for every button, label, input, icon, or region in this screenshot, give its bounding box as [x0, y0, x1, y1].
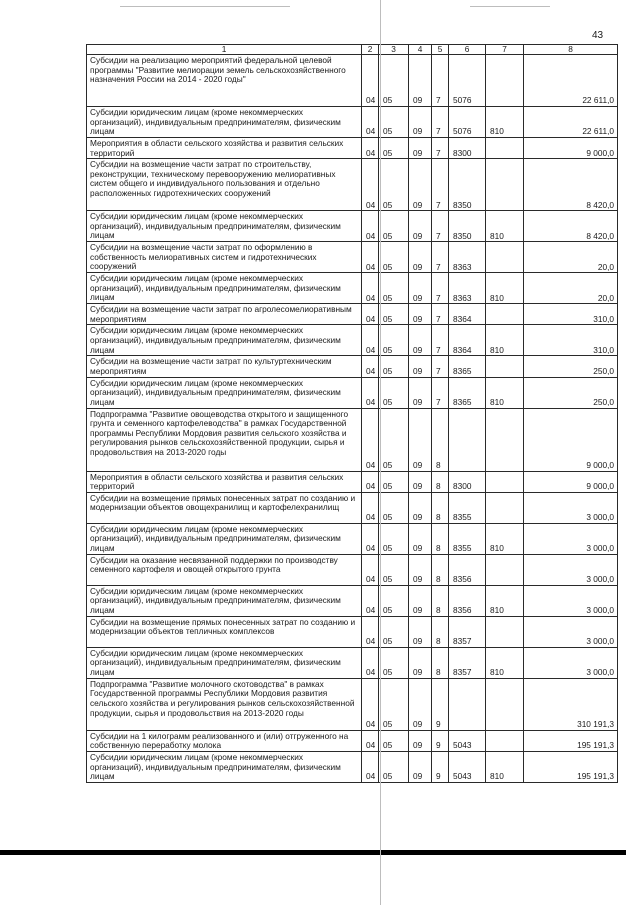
item-name-cell: Подпрограмма "Развитие молочного скотоводства" в рамках Государственной программы Республики Мордовия развития сельского хозяйства и регулирования рынков сельскохозяйственной продукции, сырья и продовольствия на 2013-2020 годы	[87, 678, 362, 730]
item-name-cell: Субсидии юридическим лицам (кроме некоммерческих организаций), индивидуальным предпринимателям, физическим лицам	[87, 377, 362, 408]
code-subprogram-cell: 8	[432, 585, 449, 616]
code-section-cell: 05	[379, 408, 409, 471]
code-subprogram-cell: 8	[432, 471, 449, 492]
col-header-2: 2	[362, 45, 379, 55]
code-subsection-cell: 09	[409, 678, 432, 730]
code-subprogram-cell: 8	[432, 616, 449, 647]
item-name-cell: Субсидии юридическим лицам (кроме некоммерческих организаций), индивидуальным предпринимателям, физическим лицам	[87, 273, 362, 304]
table-row	[87, 678, 618, 730]
table-row	[87, 408, 618, 471]
code-expense-type-cell: 810	[486, 107, 524, 138]
code-min-cell: 04	[362, 273, 379, 304]
code-subsection-cell: 09	[409, 377, 432, 408]
code-section-cell: 05	[379, 554, 409, 585]
code-subsection-cell: 09	[409, 730, 432, 751]
item-name-cell: Подпрограмма "Развитие овощеводства открытого и защищенного грунта и семенного картофелеводства" в рамках Государственной программы Республики Мордовия развития сельского хозяйства и регулирования рынков сельскохозяйственной продукции, сырья и продовольствия на 2013-2020 годы	[87, 408, 362, 471]
table-row	[87, 211, 618, 242]
code-target-item-cell: 8356	[449, 585, 486, 616]
code-target-item-cell: 8364	[449, 325, 486, 356]
code-section-cell: 05	[379, 356, 409, 377]
table-row	[87, 55, 618, 107]
code-subprogram-cell: 8	[432, 408, 449, 471]
item-name-cell: Субсидии юридическим лицам (кроме некоммерческих организаций), индивидуальным предпринимателям, физическим лицам	[87, 211, 362, 242]
item-name-cell: Субсидии на оказание несвязанной поддержки по производству семенного картофеля и овощей открытого грунта	[87, 554, 362, 585]
table-row	[87, 730, 618, 751]
code-subsection-cell: 09	[409, 242, 432, 273]
item-name-cell: Субсидии на возмещение части затрат по агролесомелиоративным мероприятиям	[87, 304, 362, 325]
item-name-cell: Субсидии на возмещение прямых понесенных затрат по созданию и модернизации объектов овощехранилищ и картофелехранилищ	[87, 492, 362, 523]
item-name-cell: Мероприятия в области сельского хозяйства и развития сельских территорий	[87, 138, 362, 159]
code-section-cell: 05	[379, 647, 409, 678]
code-subsection-cell: 09	[409, 325, 432, 356]
table-row	[87, 304, 618, 325]
amount-cell: 22 611,0	[524, 107, 618, 138]
item-name-cell: Субсидии юридическим лицам (кроме некоммерческих организаций), индивидуальным предпринимателям, физическим лицам	[87, 751, 362, 782]
code-expense-type-cell	[486, 492, 524, 523]
item-name-cell: Субсидии на возмещение прямых понесенных затрат по созданию и модернизации объектов тепличных комплексов	[87, 616, 362, 647]
code-min-cell: 04	[362, 304, 379, 325]
code-expense-type-cell: 810	[486, 377, 524, 408]
code-target-item-cell: 8356	[449, 554, 486, 585]
code-expense-type-cell	[486, 304, 524, 325]
code-min-cell: 04	[362, 211, 379, 242]
code-min-cell: 04	[362, 751, 379, 782]
code-subprogram-cell: 9	[432, 751, 449, 782]
code-target-item-cell	[449, 408, 486, 471]
code-target-item-cell: 8300	[449, 138, 486, 159]
code-expense-type-cell	[486, 678, 524, 730]
code-subprogram-cell: 7	[432, 107, 449, 138]
code-subprogram-cell: 7	[432, 304, 449, 325]
item-name-cell: Субсидии юридическим лицам (кроме некоммерческих организаций), индивидуальным предпринимателям, физическим лицам	[87, 523, 362, 554]
item-name-cell: Мероприятия в области сельского хозяйства и развития сельских территорий	[87, 471, 362, 492]
item-name-cell: Субсидии юридическим лицам (кроме некоммерческих организаций), индивидуальным предпринимателям, физическим лицам	[87, 647, 362, 678]
code-target-item-cell: 8357	[449, 616, 486, 647]
item-name-cell: Субсидии юридическим лицам (кроме некоммерческих организаций), индивидуальным предпринимателям, физическим лицам	[87, 585, 362, 616]
code-target-item-cell: 5043	[449, 751, 486, 782]
amount-cell: 195 191,3	[524, 751, 618, 782]
amount-cell: 9 000,0	[524, 408, 618, 471]
code-section-cell: 05	[379, 678, 409, 730]
code-expense-type-cell: 810	[486, 273, 524, 304]
code-min-cell: 04	[362, 325, 379, 356]
code-min-cell: 04	[362, 585, 379, 616]
code-subprogram-cell: 8	[432, 492, 449, 523]
code-expense-type-cell	[486, 616, 524, 647]
code-target-item-cell: 8364	[449, 304, 486, 325]
code-target-item-cell: 8355	[449, 492, 486, 523]
code-subsection-cell: 09	[409, 751, 432, 782]
code-min-cell: 04	[362, 138, 379, 159]
code-expense-type-cell	[486, 356, 524, 377]
code-subprogram-cell: 7	[432, 242, 449, 273]
table-row	[87, 647, 618, 678]
amount-cell: 310,0	[524, 325, 618, 356]
amount-cell: 310,0	[524, 304, 618, 325]
code-subsection-cell: 09	[409, 211, 432, 242]
code-subsection-cell: 09	[409, 471, 432, 492]
col-header-8: 8	[524, 45, 618, 55]
code-subsection-cell: 09	[409, 523, 432, 554]
amount-cell: 195 191,3	[524, 730, 618, 751]
code-subprogram-cell: 7	[432, 356, 449, 377]
code-target-item-cell: 8365	[449, 356, 486, 377]
code-subsection-cell: 09	[409, 304, 432, 325]
code-min-cell: 04	[362, 523, 379, 554]
amount-cell: 8 420,0	[524, 211, 618, 242]
item-name-cell: Субсидии на возмещение части затрат по оформлению в собственность мелиоративных систем и гидротехнических сооружений	[87, 242, 362, 273]
code-section-cell: 05	[379, 585, 409, 616]
table-row	[87, 585, 618, 616]
code-expense-type-cell	[486, 471, 524, 492]
code-expense-type-cell	[486, 159, 524, 211]
code-section-cell: 05	[379, 304, 409, 325]
code-subsection-cell: 09	[409, 55, 432, 107]
col-header-5: 5	[432, 45, 449, 55]
code-section-cell: 05	[379, 377, 409, 408]
table-row	[87, 325, 618, 356]
code-min-cell: 04	[362, 730, 379, 751]
scan-artifact-line	[120, 6, 290, 7]
col-header-3: 3	[379, 45, 409, 55]
code-target-item-cell: 8355	[449, 523, 486, 554]
amount-cell: 3 000,0	[524, 616, 618, 647]
code-section-cell: 05	[379, 159, 409, 211]
col-header-6: 6	[449, 45, 486, 55]
bottom-rule	[0, 850, 626, 855]
code-expense-type-cell: 810	[486, 523, 524, 554]
table-row	[87, 159, 618, 211]
code-target-item-cell: 8363	[449, 273, 486, 304]
code-subprogram-cell: 7	[432, 159, 449, 211]
item-name-cell: Субсидии на возмещение части затрат по строительству, реконструкции, техническому перевооружению мелиоративных систем общего и индивидуального пользования и отдельно расположенных гидротехнических сооружений	[87, 159, 362, 211]
col-header-1: 1	[87, 45, 362, 55]
code-subsection-cell: 09	[409, 107, 432, 138]
table-row	[87, 138, 618, 159]
amount-cell: 3 000,0	[524, 492, 618, 523]
code-min-cell: 04	[362, 554, 379, 585]
amount-cell: 9 000,0	[524, 471, 618, 492]
code-subsection-cell: 09	[409, 159, 432, 211]
code-subprogram-cell: 7	[432, 211, 449, 242]
code-min-cell: 04	[362, 242, 379, 273]
code-expense-type-cell: 810	[486, 647, 524, 678]
amount-cell: 310 191,3	[524, 678, 618, 730]
code-section-cell: 05	[379, 616, 409, 647]
col-header-4: 4	[409, 45, 432, 55]
amount-cell: 20,0	[524, 273, 618, 304]
code-target-item-cell: 8300	[449, 471, 486, 492]
code-subsection-cell: 09	[409, 647, 432, 678]
code-target-item-cell: 8350	[449, 211, 486, 242]
code-min-cell: 04	[362, 408, 379, 471]
table-row	[87, 523, 618, 554]
col-header-7: 7	[486, 45, 524, 55]
amount-cell: 22 611,0	[524, 55, 618, 107]
table-row	[87, 471, 618, 492]
code-expense-type-cell	[486, 554, 524, 585]
code-subsection-cell: 09	[409, 356, 432, 377]
code-target-item-cell: 5043	[449, 730, 486, 751]
table-row	[87, 751, 618, 782]
table-row	[87, 242, 618, 273]
code-subprogram-cell: 9	[432, 730, 449, 751]
code-subsection-cell: 09	[409, 616, 432, 647]
code-subsection-cell: 09	[409, 138, 432, 159]
code-section-cell: 05	[379, 242, 409, 273]
amount-cell: 3 000,0	[524, 523, 618, 554]
amount-cell: 9 000,0	[524, 138, 618, 159]
amount-cell: 3 000,0	[524, 647, 618, 678]
code-subprogram-cell: 7	[432, 138, 449, 159]
code-subprogram-cell: 8	[432, 554, 449, 585]
amount-cell: 250,0	[524, 377, 618, 408]
code-section-cell: 05	[379, 523, 409, 554]
table-row	[87, 356, 618, 377]
code-min-cell: 04	[362, 616, 379, 647]
table-row	[87, 616, 618, 647]
code-subsection-cell: 09	[409, 273, 432, 304]
code-section-cell: 05	[379, 730, 409, 751]
code-section-cell: 05	[379, 211, 409, 242]
table-row	[87, 492, 618, 523]
code-subprogram-cell: 7	[432, 325, 449, 356]
code-target-item-cell: 8363	[449, 242, 486, 273]
scan-artifact-line	[470, 6, 550, 7]
amount-cell: 3 000,0	[524, 554, 618, 585]
code-expense-type-cell	[486, 55, 524, 107]
code-expense-type-cell: 810	[486, 585, 524, 616]
item-name-cell: Субсидии на возмещение части затрат по культуртехническим мероприятиям	[87, 356, 362, 377]
code-target-item-cell	[449, 678, 486, 730]
code-min-cell: 04	[362, 55, 379, 107]
amount-cell: 8 420,0	[524, 159, 618, 211]
amount-cell: 250,0	[524, 356, 618, 377]
code-subsection-cell: 09	[409, 408, 432, 471]
code-min-cell: 04	[362, 356, 379, 377]
amount-cell: 20,0	[524, 242, 618, 273]
table-row	[87, 377, 618, 408]
item-name-cell: Субсидии на 1 килограмм реализованного и (или) отгруженного на собственную переработку молока	[87, 730, 362, 751]
code-section-cell: 05	[379, 55, 409, 107]
scan-artifact-line	[380, 0, 381, 905]
code-target-item-cell: 5076	[449, 107, 486, 138]
code-target-item-cell: 8357	[449, 647, 486, 678]
code-min-cell: 04	[362, 471, 379, 492]
code-section-cell: 05	[379, 471, 409, 492]
code-target-item-cell: 8365	[449, 377, 486, 408]
code-expense-type-cell	[486, 242, 524, 273]
code-expense-type-cell: 810	[486, 751, 524, 782]
table-body	[87, 55, 618, 783]
table-row	[87, 107, 618, 138]
code-expense-type-cell: 810	[486, 325, 524, 356]
code-section-cell: 05	[379, 107, 409, 138]
budget-table	[86, 44, 618, 783]
code-min-cell: 04	[362, 678, 379, 730]
code-subprogram-cell: 7	[432, 377, 449, 408]
code-expense-type-cell: 810	[486, 211, 524, 242]
amount-cell: 3 000,0	[524, 585, 618, 616]
code-min-cell: 04	[362, 159, 379, 211]
header-row	[87, 45, 618, 55]
item-name-cell: Субсидии на реализацию мероприятий федеральной целевой программы "Развитие мелиорации земель сельскохозяйственного назначения России на 2014 - 2020 годы"	[87, 55, 362, 107]
code-section-cell: 05	[379, 751, 409, 782]
code-subprogram-cell: 8	[432, 647, 449, 678]
code-expense-type-cell	[486, 138, 524, 159]
code-subsection-cell: 09	[409, 492, 432, 523]
code-min-cell: 04	[362, 377, 379, 408]
item-name-cell: Субсидии юридическим лицам (кроме некоммерческих организаций), индивидуальным предпринимателям, физическим лицам	[87, 107, 362, 138]
code-subprogram-cell: 7	[432, 55, 449, 107]
code-expense-type-cell	[486, 730, 524, 751]
code-subprogram-cell: 9	[432, 678, 449, 730]
table-row	[87, 554, 618, 585]
code-target-item-cell: 8350	[449, 159, 486, 211]
code-min-cell: 04	[362, 107, 379, 138]
code-target-item-cell: 5076	[449, 55, 486, 107]
item-name-cell: Субсидии юридическим лицам (кроме некоммерческих организаций), индивидуальным предпринимателям, физическим лицам	[87, 325, 362, 356]
code-min-cell: 04	[362, 647, 379, 678]
code-section-cell: 05	[379, 325, 409, 356]
code-section-cell: 05	[379, 492, 409, 523]
code-subsection-cell: 09	[409, 554, 432, 585]
table-row	[87, 273, 618, 304]
code-subsection-cell: 09	[409, 585, 432, 616]
code-expense-type-cell	[486, 408, 524, 471]
code-min-cell: 04	[362, 492, 379, 523]
code-subprogram-cell: 7	[432, 273, 449, 304]
code-subprogram-cell: 8	[432, 523, 449, 554]
page-number: 43	[592, 30, 604, 41]
code-section-cell: 05	[379, 138, 409, 159]
code-section-cell: 05	[379, 273, 409, 304]
